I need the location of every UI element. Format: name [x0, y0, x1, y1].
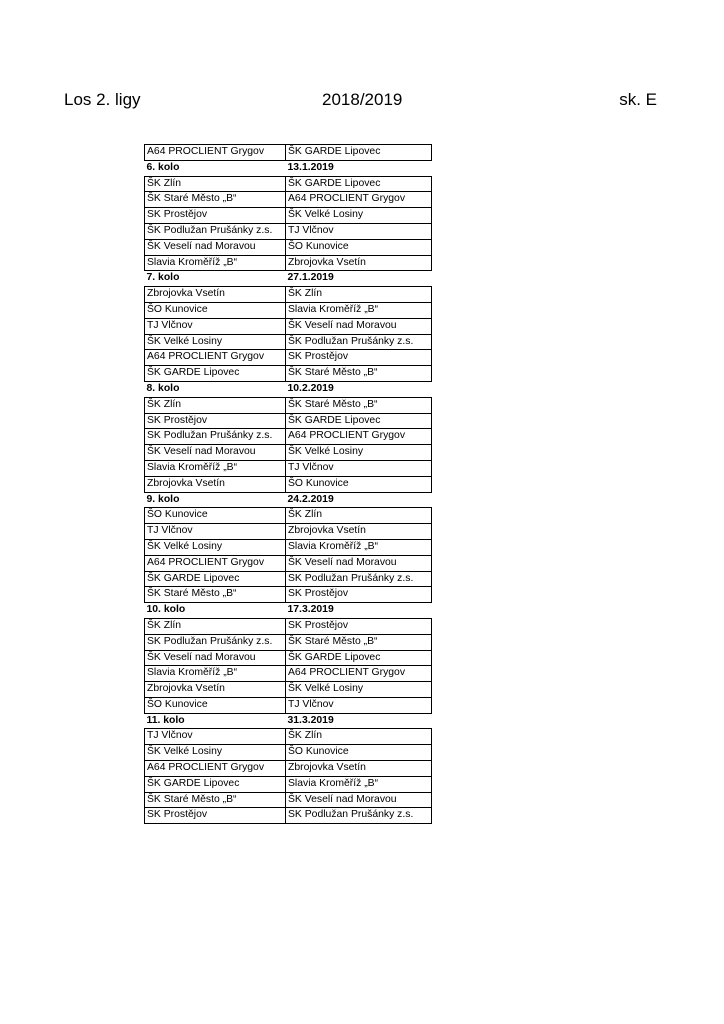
- home-team: SK Prostějov: [145, 413, 286, 429]
- away-team: SK Prostějov: [286, 618, 432, 634]
- home-team: SK Prostějov: [145, 808, 286, 824]
- home-team: A64 PROCLIENT Grygov: [145, 350, 286, 366]
- round-header-row: [145, 603, 432, 619]
- match-row: [145, 255, 432, 271]
- away-team: Slavia Kroměříž „B“: [286, 776, 432, 792]
- away-team: ŠK Veselí nad Moravou: [286, 318, 432, 334]
- round-label: 9. kolo: [146, 493, 180, 505]
- schedule-body: [145, 145, 432, 824]
- round-label: 8. kolo: [146, 382, 180, 394]
- match-row: [145, 587, 432, 603]
- away-team: ŠO Kunovice: [286, 476, 432, 492]
- schedule-table: [144, 144, 432, 824]
- away-team: ŠK GARDE Lipovec: [286, 413, 432, 429]
- match-row: [145, 397, 432, 413]
- match-row: [145, 192, 432, 208]
- round-label: 7. kolo: [146, 272, 180, 284]
- away-team: SK Prostějov: [286, 587, 432, 603]
- round-date: 24.2.2019: [287, 493, 334, 505]
- home-team: ŠK Velké Losiny: [145, 334, 286, 350]
- home-team: ŠO Kunovice: [145, 508, 286, 524]
- home-team: ŠK Podlužan Prušánky z.s.: [145, 223, 286, 239]
- home-team: ŠK Veselí nad Moravou: [145, 650, 286, 666]
- home-team: ŠK Veselí nad Moravou: [145, 239, 286, 255]
- away-team: A64 PROCLIENT Grygov: [286, 666, 432, 682]
- away-team: Slavia Kroměříž „B“: [286, 539, 432, 555]
- match-row: [145, 634, 432, 650]
- header-group: sk. E: [619, 90, 657, 109]
- match-row: [145, 334, 432, 350]
- away-team: ŠK Velké Losiny: [286, 682, 432, 698]
- match-row: [145, 145, 432, 161]
- away-team: ŠK Veselí nad Moravou: [286, 555, 432, 571]
- away-team: Zbrojovka Vsetín: [286, 255, 432, 271]
- round-header-row: [145, 160, 432, 176]
- home-team: Zbrojovka Vsetín: [145, 476, 286, 492]
- away-team: ŠK Zlín: [286, 729, 432, 745]
- round-date: 27.1.2019: [287, 272, 334, 284]
- home-team: SK Prostějov: [145, 208, 286, 224]
- away-team: ŠK Staré Město „B“: [286, 634, 432, 650]
- match-row: [145, 413, 432, 429]
- round-label: 6. kolo: [146, 161, 180, 173]
- match-row: [145, 666, 432, 682]
- home-team: ŠK Zlín: [145, 176, 286, 192]
- match-row: [145, 445, 432, 461]
- away-team: ŠK Zlín: [286, 287, 432, 303]
- away-team: ŠK Velké Losiny: [286, 208, 432, 224]
- home-team: ŠK Velké Losiny: [145, 745, 286, 761]
- home-team: SK Podlužan Prušánky z.s.: [145, 634, 286, 650]
- home-team: A64 PROCLIENT Grygov: [145, 145, 286, 161]
- match-row: [145, 650, 432, 666]
- away-team: SK Podlužan Prušánky z.s.: [286, 571, 432, 587]
- match-row: [145, 808, 432, 824]
- home-team: ŠK Staré Město „B“: [145, 587, 286, 603]
- away-team: ŠO Kunovice: [286, 745, 432, 761]
- home-team: ŠK Zlín: [145, 397, 286, 413]
- home-team: ŠK Zlín: [145, 618, 286, 634]
- home-team: ŠO Kunovice: [145, 302, 286, 318]
- home-team: A64 PROCLIENT Grygov: [145, 555, 286, 571]
- match-row: [145, 223, 432, 239]
- round-date: 13.1.2019: [287, 161, 334, 173]
- match-row: [145, 176, 432, 192]
- match-row: [145, 555, 432, 571]
- match-row: [145, 302, 432, 318]
- home-team: ŠK GARDE Lipovec: [145, 776, 286, 792]
- away-team: Slavia Kroměříž „B“: [286, 302, 432, 318]
- round-label: 11. kolo: [146, 714, 185, 726]
- away-team: SK Prostějov: [286, 350, 432, 366]
- home-team: ŠK Veselí nad Moravou: [145, 445, 286, 461]
- away-team: TJ Vlčnov: [286, 460, 432, 476]
- match-row: [145, 429, 432, 445]
- match-row: [145, 761, 432, 777]
- away-team: ŠK Zlín: [286, 508, 432, 524]
- away-team: A64 PROCLIENT Grygov: [286, 429, 432, 445]
- away-team: ŠK Staré Město „B“: [286, 366, 432, 382]
- home-team: ŠK Velké Losiny: [145, 539, 286, 555]
- away-team: A64 PROCLIENT Grygov: [286, 192, 432, 208]
- match-row: [145, 476, 432, 492]
- match-row: [145, 208, 432, 224]
- home-team: TJ Vlčnov: [145, 729, 286, 745]
- away-team: Zbrojovka Vsetín: [286, 761, 432, 777]
- match-row: [145, 318, 432, 334]
- header-title: Los 2. ligy: [64, 90, 141, 109]
- home-team: ŠK Staré Město „B“: [145, 192, 286, 208]
- round-date: 17.3.2019: [287, 604, 334, 616]
- away-team: ŠK Staré Město „B“: [286, 397, 432, 413]
- away-team: ŠK GARDE Lipovec: [286, 176, 432, 192]
- home-team: TJ Vlčnov: [145, 524, 286, 540]
- home-team: TJ Vlčnov: [145, 318, 286, 334]
- match-row: [145, 571, 432, 587]
- match-row: [145, 682, 432, 698]
- round-date: 10.2.2019: [287, 382, 334, 394]
- match-row: [145, 792, 432, 808]
- home-team: SK Podlužan Prušánky z.s.: [145, 429, 286, 445]
- away-team: SK Podlužan Prušánky z.s.: [286, 808, 432, 824]
- home-team: Slavia Kroměříž „B“: [145, 255, 286, 271]
- match-row: [145, 776, 432, 792]
- match-row: [145, 239, 432, 255]
- match-row: [145, 287, 432, 303]
- away-team: Zbrojovka Vsetín: [286, 524, 432, 540]
- round-header-row: [145, 271, 432, 287]
- home-team: A64 PROCLIENT Grygov: [145, 761, 286, 777]
- home-team: Zbrojovka Vsetín: [145, 682, 286, 698]
- round-header-row: [145, 381, 432, 397]
- match-row: [145, 618, 432, 634]
- match-row: [145, 745, 432, 761]
- round-label: 10. kolo: [146, 604, 186, 616]
- home-team: ŠK GARDE Lipovec: [145, 366, 286, 382]
- round-date: 31.3.2019: [287, 714, 334, 726]
- away-team: ŠO Kunovice: [286, 239, 432, 255]
- match-row: [145, 729, 432, 745]
- home-team: Zbrojovka Vsetín: [145, 287, 286, 303]
- away-team: TJ Vlčnov: [286, 697, 432, 713]
- match-row: [145, 697, 432, 713]
- home-team: ŠK GARDE Lipovec: [145, 571, 286, 587]
- away-team: ŠK Velké Losiny: [286, 445, 432, 461]
- away-team: ŠK GARDE Lipovec: [286, 145, 432, 161]
- away-team: TJ Vlčnov: [286, 223, 432, 239]
- home-team: Slavia Kroměříž „B“: [145, 666, 286, 682]
- match-row: [145, 539, 432, 555]
- home-team: Slavia Kroměříž „B“: [145, 460, 286, 476]
- away-team: ŠK Veselí nad Moravou: [286, 792, 432, 808]
- home-team: ŠK Staré Město „B“: [145, 792, 286, 808]
- away-team: ŠK GARDE Lipovec: [286, 650, 432, 666]
- header-season: 2018/2019: [322, 90, 403, 109]
- home-team: ŠO Kunovice: [145, 697, 286, 713]
- round-header-row: [145, 492, 432, 508]
- match-row: [145, 366, 432, 382]
- match-row: [145, 350, 432, 366]
- away-team: ŠK Podlužan Prušánky z.s.: [286, 334, 432, 350]
- match-row: [145, 524, 432, 540]
- match-row: [145, 460, 432, 476]
- match-row: [145, 508, 432, 524]
- round-header-row: [145, 713, 432, 729]
